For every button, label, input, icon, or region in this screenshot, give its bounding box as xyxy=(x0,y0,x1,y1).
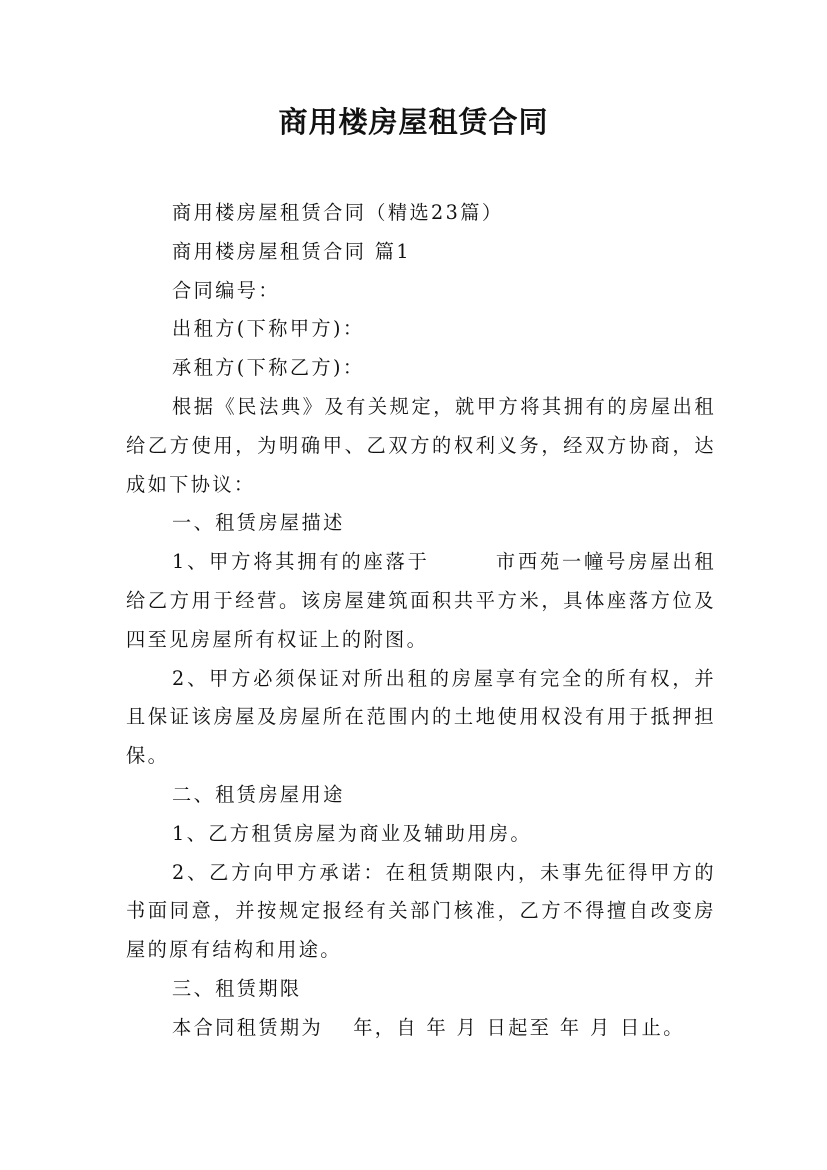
paragraph-collection-heading: 商用楼房屋租赁合同（精选23篇） xyxy=(172,201,504,224)
paragraph-lease-term: 本合同租赁期为 年，自 年 月 日起至 年 月 日止。 xyxy=(172,1015,685,1039)
section-heading-3: 三、租赁期限 xyxy=(172,976,302,1000)
document-body xyxy=(126,194,716,1048)
paragraph-contract-number: 合同编号： xyxy=(172,278,280,302)
paragraph-lessor: 出租方(下称甲方)： xyxy=(172,317,365,341)
paragraph-clause-1-2: 2、甲方必须保证对所出租的房屋享有完全的所有权，并且保证该房屋及房屋所在范围内的土地使用权没有用于抵押担保。 xyxy=(126,666,716,768)
paragraph-clause-2-2: 2、乙方向甲方承诺：在租赁期限内，未事先征得甲方的书面同意，并按规定报经有关部门核准，乙方不得擅自改变房屋的原有结构和用途。 xyxy=(126,860,716,962)
section-heading-2: 二、租赁房屋用途 xyxy=(172,782,345,806)
paragraph-lessee: 承租方(下称乙方)： xyxy=(172,356,365,380)
paragraph-preamble: 根据《民法典》及有关规定，就甲方将其拥有的房屋出租给乙方使用，为明确甲、乙双方的权利义务，经双方协商，达成如下协议： xyxy=(126,394,716,496)
paragraph-article-heading: 商用楼房屋租赁合同 篇1 xyxy=(172,239,411,263)
section-heading-1: 一、租赁房屋描述 xyxy=(172,511,345,535)
paragraph-clause-1-1: 1、甲方将其拥有的座落于 市西苑一幢号房屋出租给乙方用于经营。该房屋建筑面积共平方米，具体座落方位及四至见房屋所有权证上的附图。 xyxy=(126,550,716,651)
paragraph-clause-2-1: 1、乙方租赁房屋为商业及辅助用房。 xyxy=(172,821,533,845)
document-title: 商用楼房屋租赁合同 xyxy=(278,105,549,139)
